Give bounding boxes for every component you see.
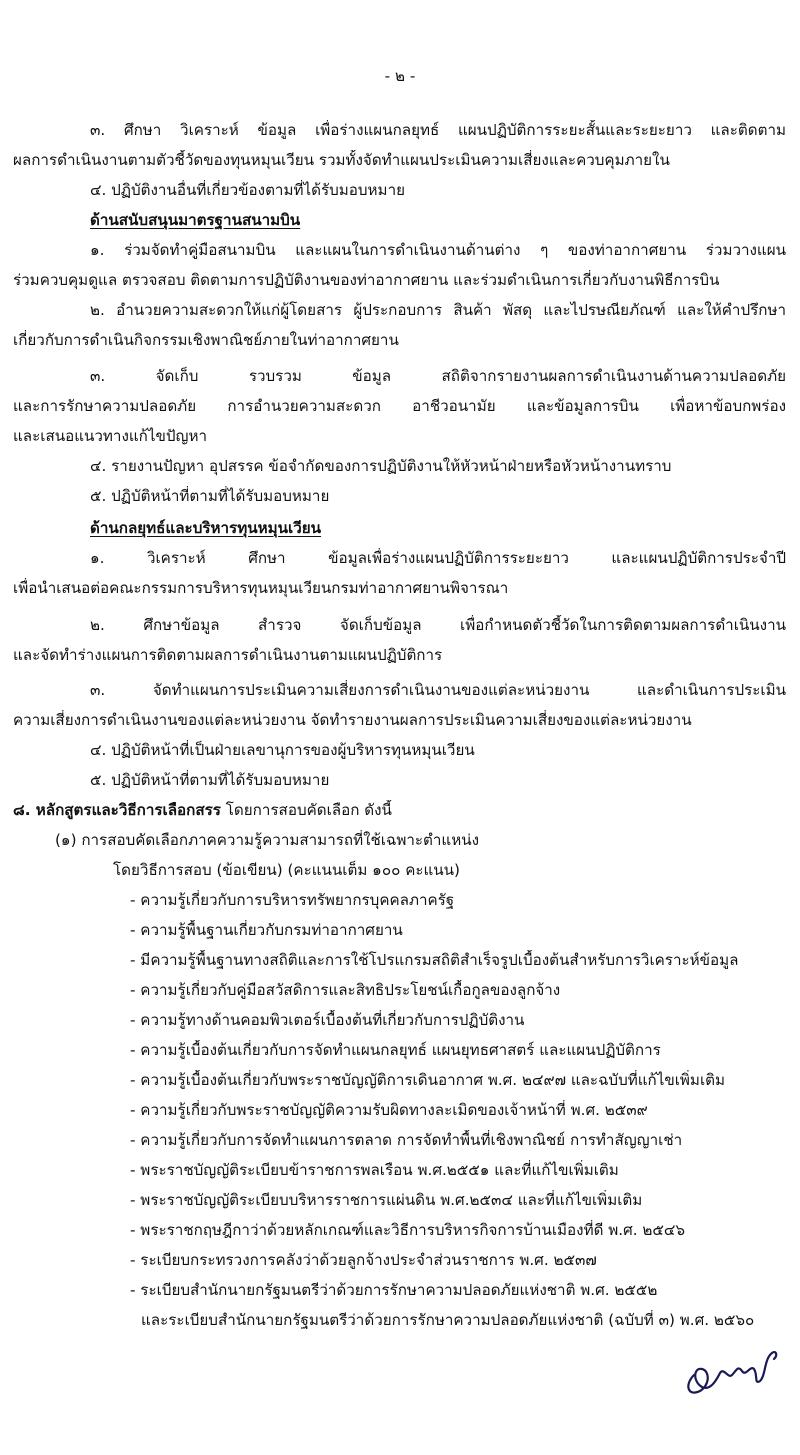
exam-heading: (๑) การสอบคัดเลือกภาคความรู้ความสามารถที่ใช้เฉพาะตำแหน่ง xyxy=(55,831,480,849)
paragraph-line: และจัดทำร่างแผนการติดตามผลการดำเนินงานตามแผนปฏิบัติการ xyxy=(13,646,443,664)
list-item: - ความรู้เบื้องต้นเกี่ยวกับการจัดทำแผนกลยุทธ์ แผนยุทธศาสตร์ และแผนปฏิบัติการ xyxy=(130,1041,661,1059)
section-8-text: โดยการสอบคัดเลือก ดังนี้ xyxy=(225,801,392,819)
paragraph-line: ๓. จัดเก็บ รวบรวม ข้อมูล สถิติจากรายงานผลการดำเนินงานด้านความปลอดภัย xyxy=(90,367,786,385)
exam-method: โดยวิธีการสอบ (ข้อเขียน) (คะแนนเต็ม ๑๐๐ คะแนน) xyxy=(113,861,460,879)
paragraph-line: และการรักษาความปลอดภัย การอำนวยความสะดวก อาชีวอนามัย และข้อมูลการบิน เพื่อหาข้อบกพร่อง xyxy=(13,397,786,415)
signature-initials xyxy=(680,1345,785,1405)
section-heading-wrap xyxy=(90,210,786,232)
section-heading-airport-standards: ด้านสนับสนุนมาตรฐานสนามบิน xyxy=(90,211,301,229)
paragraph-line: ๑. ร่วมจัดทำคู่มือสนามบิน และแผนในการดำเนินงานด้านต่าง ๆ ของท่าอากาศยาน ร่วมวางแผน xyxy=(90,241,786,259)
section-8-line xyxy=(13,800,786,822)
list-item: - ความรู้เกี่ยวกับคู่มือสวัสดิการและสิทธิประโยชน์เกื้อกูลของลูกจ้าง xyxy=(130,981,561,999)
list-item: - มีความรู้พื้นฐานทางสถิติและการใช้โปรแกรมสถิติสำเร็จรูปเบื้องต้นสำหรับการวิเคราะห์ข้อมูล xyxy=(130,951,739,969)
paragraph-line: เพื่อนำเสนอต่อคณะกรรมการบริหารทุนหมุนเวียนกรมท่าอากาศยานพิจารณา xyxy=(13,579,509,597)
list-item: - พระราชบัญญัติระเบียบบริหารราชการแผ่นดิน พ.ศ.๒๕๓๔ และที่แก้ไขเพิ่มเติม xyxy=(130,1191,643,1209)
section-heading-strategy-revolving-fund: ด้านกลยุทธ์และบริหารทุนหมุนเวียน xyxy=(90,519,322,537)
paragraph-line: ๔. ปฏิบัติงานอื่นที่เกี่ยวข้องตามที่ได้รับมอบหมาย xyxy=(90,181,405,199)
paragraph-line: ๒. ศึกษาข้อมูล สำรวจ จัดเก็บข้อมูล เพื่อกำหนดตัวชี้วัดในการติดตามผลการดำเนินงาน xyxy=(90,616,786,634)
paragraph-line: ๒. อำนวยความสะดวกให้แก่ผู้โดยสาร ผู้ประกอบการ สินค้า พัสดุ และไปรษณียภัณฑ์ และให้คำปรึกษา xyxy=(90,301,786,319)
list-item: - พระราชกฤษฎีกาว่าด้วยหลักเกณฑ์และวิธีการบริหารกิจการบ้านเมืองที่ดี พ.ศ. ๒๕๔๖ xyxy=(130,1221,686,1239)
paragraph-line: ๔. รายงานปัญหา อุปสรรค ข้อจำกัดของการปฏิบัติงานให้หัวหน้าฝ่ายหรือหัวหน้างานทราบ xyxy=(90,457,672,475)
section-heading-wrap xyxy=(90,518,786,540)
paragraph-line: ร่วมควบคุมดูแล ตรวจสอบ ติดตามการปฏิบัติงานของท่าอากาศยาน และร่วมดำเนินการเกี่ยวกับงานพิธีการบิน xyxy=(13,271,720,289)
paragraph-line: ความเสี่ยงการดำเนินงานของแต่ละหน่วยงาน จัดทำรายงานผลการประเมินความเสี่ยงของแต่ละหน่วยงาน xyxy=(13,711,692,729)
page-number: - ๒ - xyxy=(384,67,416,85)
list-item: - ความรู้เบื้องต้นเกี่ยวกับพระราชบัญญัติการเดินอากาศ พ.ศ. ๒๔๙๗ และฉบับที่แก้ไขเพิ่มเติม xyxy=(130,1071,726,1089)
list-item-continuation: และระเบียบสำนักนายกรัฐมนตรีว่าด้วยการรักษาความปลอดภัยแห่งชาติ (ฉบับที่ ๓) พ.ศ. ๒๕๖๐ xyxy=(141,1311,755,1329)
list-item: - ความรู้เกี่ยวกับการจัดทำแผนการตลาด การจัดทำพื้นที่เชิงพาณิชย์ การทำสัญญาเช่า xyxy=(130,1131,683,1149)
list-item: - ระเบียบกระทรวงการคลังว่าด้วยลูกจ้างประจำส่วนราชการ พ.ศ. ๒๕๓๗ xyxy=(130,1251,597,1269)
list-item: - ระเบียบสำนักนายกรัฐมนตรีว่าด้วยการรักษาความปลอดภัยแห่งชาติ พ.ศ. ๒๕๕๒ xyxy=(130,1281,658,1299)
paragraph-line: ๓. ศึกษา วิเคราะห์ ข้อมูล เพื่อร่างแผนกลยุทธ์ แผนปฏิบัติการระยะสั้นและระยะยาว และติดตาม xyxy=(90,121,786,139)
paragraph-line: ๑. วิเคราะห์ ศึกษา ข้อมูลเพื่อร่างแผนปฏิบัติการระยะยาว และแผนปฏิบัติการประจำปี xyxy=(90,549,786,567)
list-item: - ความรู้เกี่ยวกับการบริหารทรัพยากรบุคคลภาครัฐ xyxy=(130,891,455,909)
list-item: - ความรู้พื้นฐานเกี่ยวกับกรมท่าอากาศยาน xyxy=(130,921,403,939)
paragraph-line: ๔. ปฏิบัติหน้าที่เป็นฝ่ายเลขานุการของผู้บริหารทุนหมุนเวียน xyxy=(90,741,475,759)
list-item: - ความรู้ทางด้านคอมพิวเตอร์เบื้องต้นที่เกี่ยวกับการปฏิบัติงาน xyxy=(130,1011,525,1029)
paragraph-line: ๕. ปฏิบัติหน้าที่ตามที่ได้รับมอบหมาย xyxy=(90,771,330,789)
paragraph-line: ผลการดำเนินงานตามตัวชี้วัดของทุนหมุนเวียน รวมทั้งจัดทำแผนประเมินความเสี่ยงและควบคุมภายใน xyxy=(13,151,670,169)
section-8-heading: ๘. หลักสูตรและวิธีการเลือกสรร xyxy=(13,801,221,819)
list-item: - ความรู้เกี่ยวกับพระราชบัญญัติความรับผิดทางละเมิดของเจ้าหน้าที่ พ.ศ. ๒๕๓๙ xyxy=(130,1101,648,1119)
paragraph-line: เกี่ยวกับการดำเนินกิจกรรมเชิงพาณิชย์ภายในท่าอากาศยาน xyxy=(13,331,399,349)
list-item: - พระราชบัญญัติระเบียบข้าราชการพลเรือน พ.ศ.๒๕๕๑ และที่แก้ไขเพิ่มเติม xyxy=(130,1161,619,1179)
paragraph-line: ๓. จัดทำแผนการประเมินความเสี่ยงการดำเนินงานของแต่ละหน่วยงาน และดำเนินการประเมิน xyxy=(90,681,786,699)
paragraph-line: และเสนอแนวทางแก้ไขปัญหา xyxy=(13,427,207,445)
paragraph-line: ๕. ปฏิบัติหน้าที่ตามที่ได้รับมอบหมาย xyxy=(90,487,330,505)
